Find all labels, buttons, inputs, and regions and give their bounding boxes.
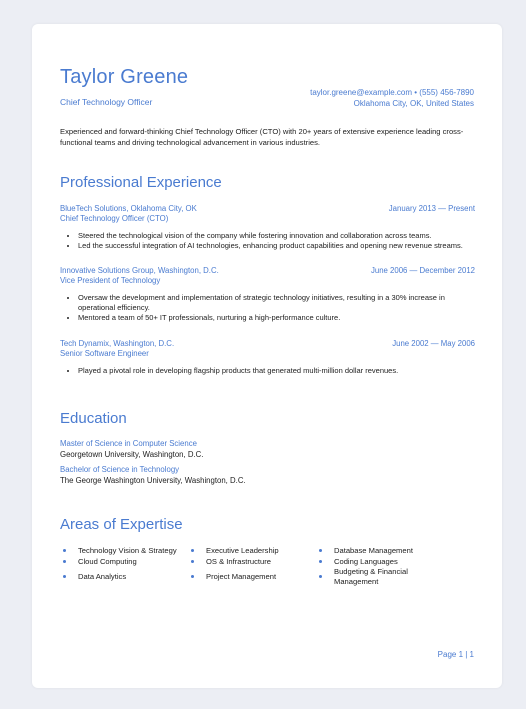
location: Oklahoma City, OK, United States	[353, 99, 474, 108]
resume-page	[32, 24, 502, 688]
school: Georgetown University, Washington, D.C.	[60, 449, 204, 459]
skills-list	[60, 546, 475, 586]
bullet-item: • Mentored a team of 50+ IT professionals, nurturing a high-performance culture.	[78, 313, 475, 323]
bullet-dot-icon	[319, 575, 322, 578]
education-entry	[60, 439, 460, 460]
candidate-role: Chief Technology Officer	[60, 97, 153, 107]
bullet-item: • Played a pivotal role in developing flagship products that generated multi-million dollar revenues.	[78, 366, 475, 376]
summary: Experienced and forward-thinking Chief Technology Officer (CTO) with 20+ years of extensive experience leading cross-functional teams and driving technological advancement in various industries.	[60, 127, 464, 147]
bullet-item: • Oversaw the development and implementation of strategic technology initiatives, resulting in a 30% increase in operational efficiency.	[78, 293, 475, 313]
job-entry	[60, 204, 475, 251]
job-title: Senior Software Engineer	[60, 349, 149, 358]
job-dates: January 2013 — Present	[388, 204, 475, 213]
bullet-item: • Led the successful integration of AI technologies, enhancing product capabilities and opening new revenue streams.	[78, 241, 475, 251]
bullet-dot-icon	[191, 575, 194, 578]
section-title-experience: Professional Experience	[60, 174, 222, 191]
job-company: BlueTech Solutions, Oklahoma City, OK	[60, 204, 197, 213]
job-company: Tech Dynamix, Washington, D.C.	[60, 339, 175, 348]
job-bullets	[60, 293, 475, 323]
bullet-dot-icon	[319, 560, 322, 563]
skill-item: OS & Infrastructure	[188, 557, 316, 567]
degree: Master of Science in Computer Science	[60, 439, 197, 448]
page-number: Page 1 | 1	[437, 650, 474, 659]
skill-item: Technology Vision & Strategy	[60, 546, 188, 556]
job-title: Vice President of Technology	[60, 276, 161, 285]
skill-item: Project Management	[188, 567, 316, 586]
bullet-dot-icon	[191, 560, 194, 563]
bullet-dot-icon	[63, 560, 66, 563]
job-entry	[60, 339, 475, 376]
bullet-dot-icon	[63, 575, 66, 578]
skill-item: Budgeting & Financial Management	[316, 567, 466, 586]
job-bullets	[60, 231, 475, 251]
skill-item: Data Analytics	[60, 567, 188, 586]
contact-line[interactable]: taylor.greene@example.com • (555) 456-7890	[310, 88, 474, 97]
skill-item: Coding Languages	[316, 557, 466, 567]
degree: Bachelor of Science in Technology	[60, 465, 180, 474]
section-title-education: Education	[60, 410, 127, 427]
education-entry	[60, 465, 460, 486]
bullet-dot-icon	[319, 549, 322, 552]
job-bullets	[60, 366, 475, 376]
contact-block	[310, 87, 474, 109]
skill-item: Executive Leadership	[188, 546, 316, 556]
bullet-dot-icon	[63, 549, 66, 552]
job-entry	[60, 266, 475, 323]
skill-item: Cloud Computing	[60, 557, 188, 567]
skill-item: Database Management	[316, 546, 466, 556]
bullet-dot-icon	[191, 549, 194, 552]
bullet-item: • Steered the technological vision of the company while fostering innovation and collaboration across teams.	[78, 231, 475, 241]
job-title: Chief Technology Officer (CTO)	[60, 214, 169, 223]
job-dates: June 2006 — December 2012	[370, 266, 475, 275]
candidate-name: Taylor Greene	[60, 66, 189, 88]
section-title-expertise: Areas of Expertise	[60, 516, 183, 533]
job-company: Innovative Solutions Group, Washington, D.C.	[60, 266, 219, 275]
job-dates: June 2002 — May 2006	[392, 339, 475, 348]
school: The George Washington University, Washington, D.C.	[60, 475, 246, 485]
